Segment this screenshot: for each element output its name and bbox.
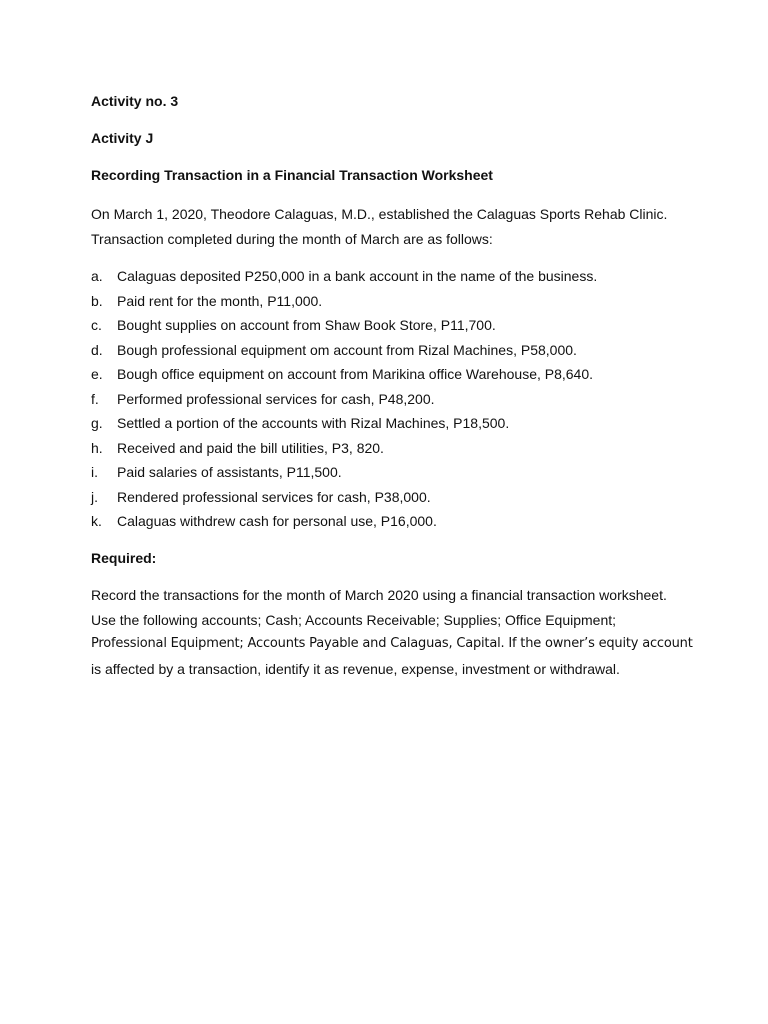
list-item-marker: e. <box>91 366 103 382</box>
list-item-marker: h. <box>91 439 103 456</box>
list-item-text: Bough office equipment on account from Marikina office Warehouse, P8,640. <box>117 366 594 382</box>
required-paragraph <box>91 583 691 681</box>
list-item-text: Received and paid the bill utilities, P3, 820. <box>117 439 384 456</box>
intro-line-2: Transaction completed during the month of March are as follows: <box>91 230 493 247</box>
list-item-marker: i. <box>91 464 98 480</box>
list-item-marker: k. <box>91 513 102 529</box>
list-item-marker: d. <box>91 341 103 358</box>
list-item-text: Rendered professional services for cash, P38,000. <box>117 488 431 505</box>
required-line-4: is affected by a transaction, identify it as revenue, expense, investment or withdrawal. <box>91 660 620 677</box>
list-item-text: Paid rent for the month, P11,000. <box>117 292 323 309</box>
required-line-1: Record the transactions for the month of March 2020 using a financial transaction worksheet. <box>91 587 667 603</box>
list-item-text: Bought supplies on account from Shaw Book Store, P11,700. <box>117 317 496 333</box>
list-item-marker: g. <box>91 415 103 431</box>
required-line-3: Professional Equipment; Accounts Payable and Calaguas, Capital. If the owner’s equity account <box>91 636 693 651</box>
list-item-text: Calaguas deposited P250,000 in a bank account in the name of the business. <box>117 268 598 284</box>
list-item-marker: f. <box>91 390 99 407</box>
list-item-text: Performed professional services for cash, P48,200. <box>117 390 435 407</box>
activity-letter-heading: Activity J <box>91 130 154 146</box>
list-item-text: Paid salaries of assistants, P11,500. <box>117 464 342 480</box>
intro-line-1: On March 1, 2020, Theodore Calaguas, M.D., established the Calaguas Sports Rehab Clinic. <box>91 206 668 222</box>
required-line-2: Use the following accounts; Cash; Accounts Receivable; Supplies; Office Equipment; <box>91 611 617 628</box>
list-item-marker: j. <box>91 488 98 505</box>
document-title: Recording Transaction in a Financial Transaction Worksheet <box>91 167 493 183</box>
required-heading: Required: <box>91 550 157 566</box>
list-item-marker: b. <box>91 292 103 309</box>
list-item-marker: a. <box>91 268 103 284</box>
intro-paragraph <box>91 202 691 251</box>
list-item-marker: c. <box>91 317 102 333</box>
activity-number-heading: Activity no. 3 <box>91 93 179 109</box>
list-item-text: Bough professional equipment om account from Rizal Machines, P58,000. <box>117 341 577 358</box>
list-item-text: Calaguas withdrew cash for personal use, P16,000. <box>117 513 437 529</box>
list-item-text: Settled a portion of the accounts with Rizal Machines, P18,500. <box>117 415 510 431</box>
